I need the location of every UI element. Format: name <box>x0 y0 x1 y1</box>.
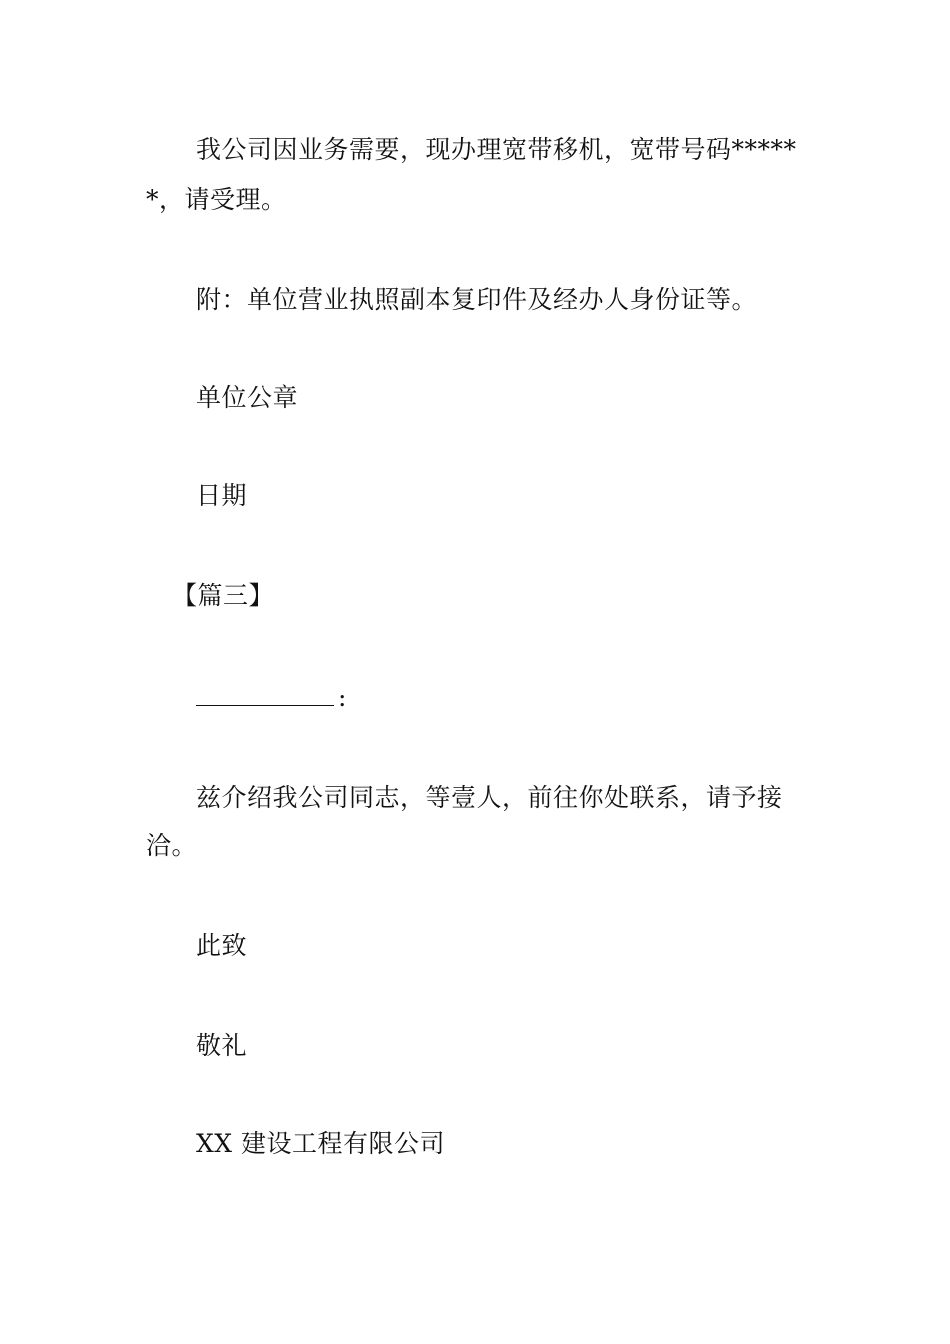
paragraph-1-line-1: 我公司因业务需要，现办理宽带移机，宽带号码***** <box>196 135 797 164</box>
paragraph-1-line-2: *，请受理。 <box>146 185 287 214</box>
company-name: XX 建设工程有限公司 <box>196 1129 446 1158</box>
section-heading: 【篇三】 <box>172 581 275 610</box>
closing-salutation: 此致 <box>196 931 248 960</box>
attachment-note: 附：单位营业执照副本复印件及经办人身份证等。 <box>196 285 758 314</box>
paragraph-2-line-2: 洽。 <box>146 831 198 860</box>
closing-regards: 敬礼 <box>196 1031 248 1060</box>
date-label: 日期 <box>196 481 248 510</box>
addressee-line <box>196 676 347 720</box>
paragraph-2-line-1: 兹介绍我公司同志，等壹人，前往你处联系，请予接 <box>196 783 783 812</box>
addressee-colon: : <box>338 683 347 712</box>
addressee-blank <box>196 685 334 706</box>
seal-label: 单位公章 <box>196 383 299 412</box>
